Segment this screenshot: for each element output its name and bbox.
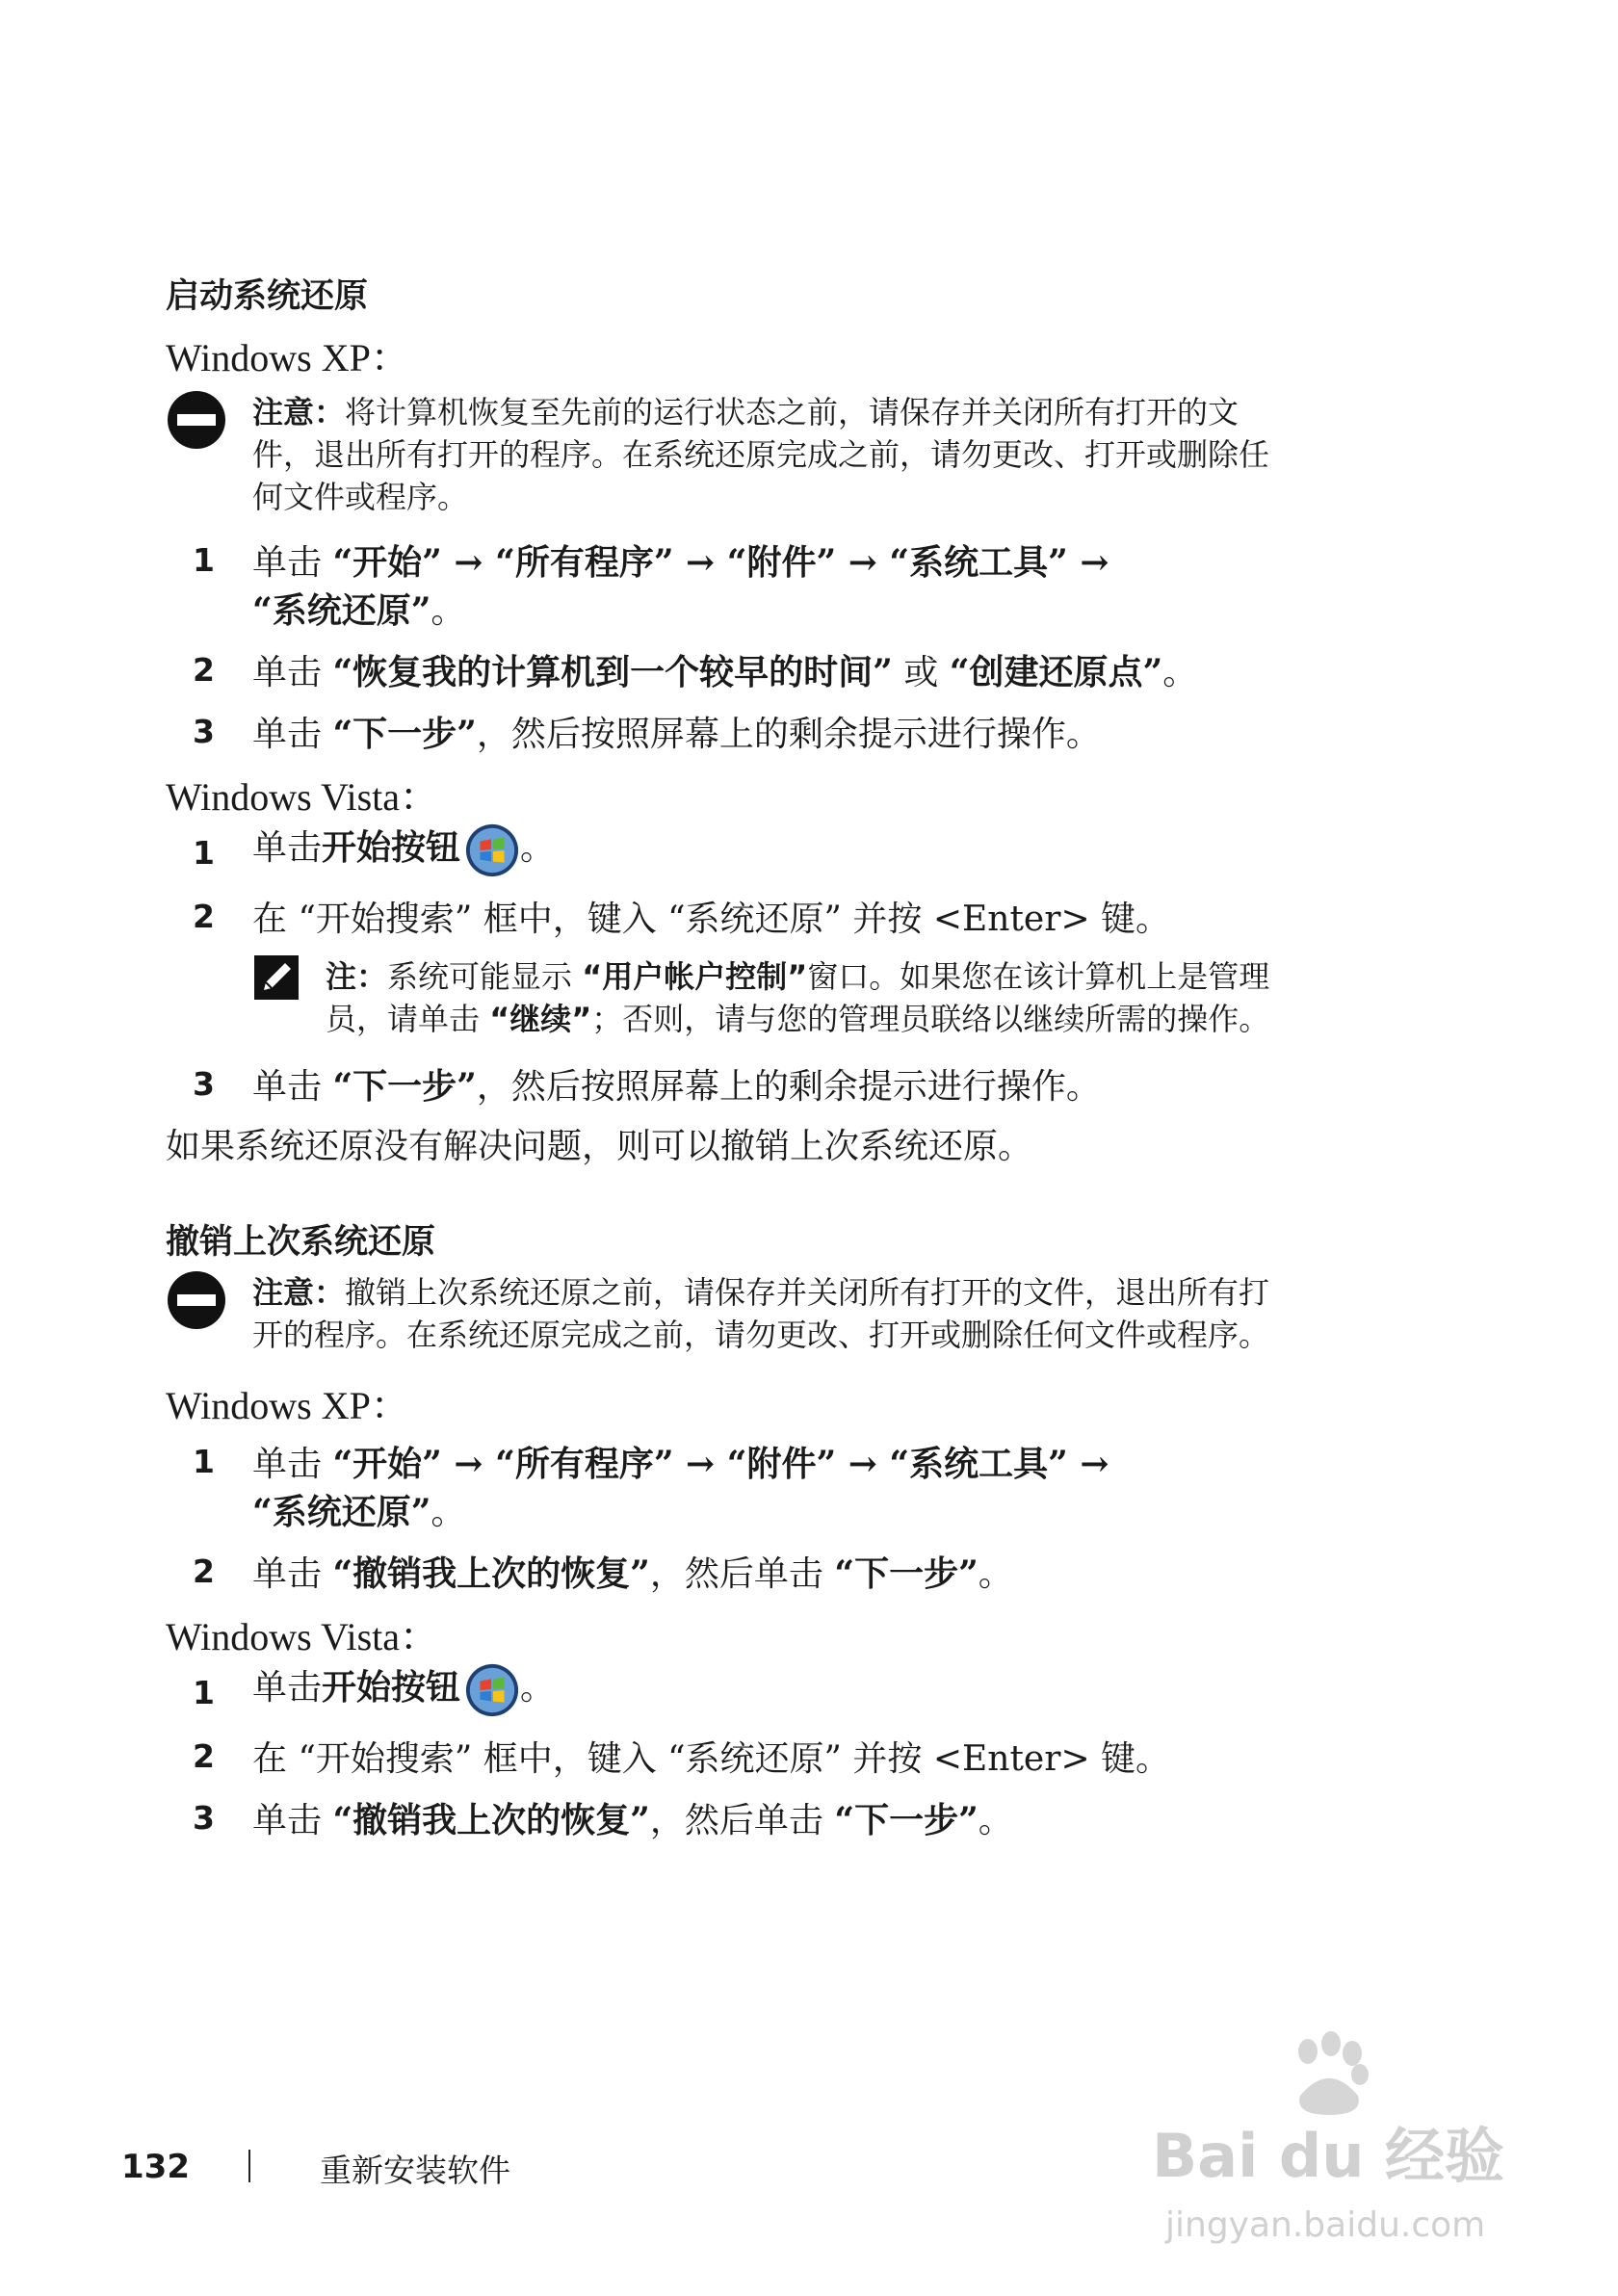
step-number: 1 — [193, 834, 215, 872]
step-number: 2 — [193, 651, 215, 689]
page-number: 132 — [121, 2148, 190, 2186]
windows-start-icon — [464, 822, 520, 878]
os-label-vista: Windows Vista： — [166, 1615, 439, 1658]
step-number: 2 — [193, 1552, 215, 1590]
os-label-xp: Windows XP： — [166, 336, 409, 379]
vista-step-3: 单击 “下一步”，然后按照屏幕上的剩余提示进行操作。 — [252, 1066, 1101, 1107]
xp-step-2: 单击 “恢复我的计算机到一个较早的时间” 或 “创建还原点”。 — [252, 652, 1198, 692]
step-number: 1 — [193, 1674, 215, 1711]
xp-step-2: 单击 “撤销我上次的恢复”，然后单击 “下一步”。 — [252, 1553, 1013, 1594]
note-pencil-icon — [252, 953, 300, 1002]
xp-step-1: 单击 “开始” → “所有程序” → “附件” → “系统工具” → — [252, 542, 1109, 583]
footer-chapter-title: 重新安装软件 — [320, 2152, 510, 2189]
caution-text: 注意：撤销上次系统还原之前，请保存并关闭所有打开的文件，退出所有打 开的程序。在系统还原完成之前，请勿更改、打开或删除任何文件或程序。 — [252, 1274, 1270, 1353]
step-number: 2 — [193, 1737, 215, 1775]
step-number: 2 — [193, 898, 215, 935]
footer-divider — [248, 2150, 250, 2182]
windows-start-icon — [464, 1662, 520, 1718]
vista-step-2: 在 “开始搜索” 框中，键入 “系统还原” 并按 <Enter> 键。 — [252, 1739, 1171, 1779]
os-label-vista: Windows Vista： — [166, 775, 439, 819]
xp-step-1-cont: “系统还原”。 — [252, 590, 466, 631]
watermark-url: jingyan.baidu.com — [1165, 2205, 1486, 2245]
closing-paragraph: 如果系统还原没有解决问题，则可以撤销上次系统还原。 — [166, 1127, 1033, 1166]
step-number: 1 — [193, 541, 215, 579]
xp-step-1-cont: “系统还原”。 — [252, 1492, 466, 1532]
step-number: 1 — [193, 1443, 215, 1480]
note-text: 注：系统可能显示 “用户帐户控制”窗口。如果您在该计算机上是管理 员，请单击 “继续”；否则，请与您的管理员联络以继续所需的操作。 — [326, 958, 1270, 1037]
step-number: 3 — [193, 713, 215, 750]
watermark-brand: Bai du 经验 — [1152, 2121, 1505, 2191]
vista-step-1: 单击开始按钮 。 — [252, 1660, 555, 1718]
section-heading-start-restore: 启动系统还原 — [166, 277, 369, 316]
vista-step-2: 在 “开始搜索” 框中，键入 “系统还原” 并按 <Enter> 键。 — [252, 900, 1171, 939]
baidu-watermark — [1146, 2022, 1551, 2254]
xp-step-3: 单击 “下一步”，然后按照屏幕上的剩余提示进行操作。 — [252, 714, 1101, 754]
step-number: 3 — [193, 1799, 215, 1837]
caution-icon — [166, 1269, 227, 1331]
xp-step-1: 单击 “开始” → “所有程序” → “附件” → “系统工具” → — [252, 1444, 1109, 1484]
step-number: 3 — [193, 1065, 215, 1103]
caution-text: 注意：将计算机恢复至先前的运行状态之前，请保存并关闭所有打开的文 件，退出所有打开的程序。在系统还原完成之前，请勿更改、打开或删除任 何文件或程序。 — [252, 394, 1270, 515]
vista-step-3: 单击 “撤销我上次的恢复”，然后单击 “下一步”。 — [252, 1800, 1013, 1840]
os-label-xp: Windows XP： — [166, 1384, 409, 1427]
vista-step-1: 单击开始按钮 。 — [252, 821, 555, 878]
section-heading-undo-restore: 撤销上次系统还原 — [166, 1223, 436, 1262]
caution-icon — [166, 389, 227, 451]
